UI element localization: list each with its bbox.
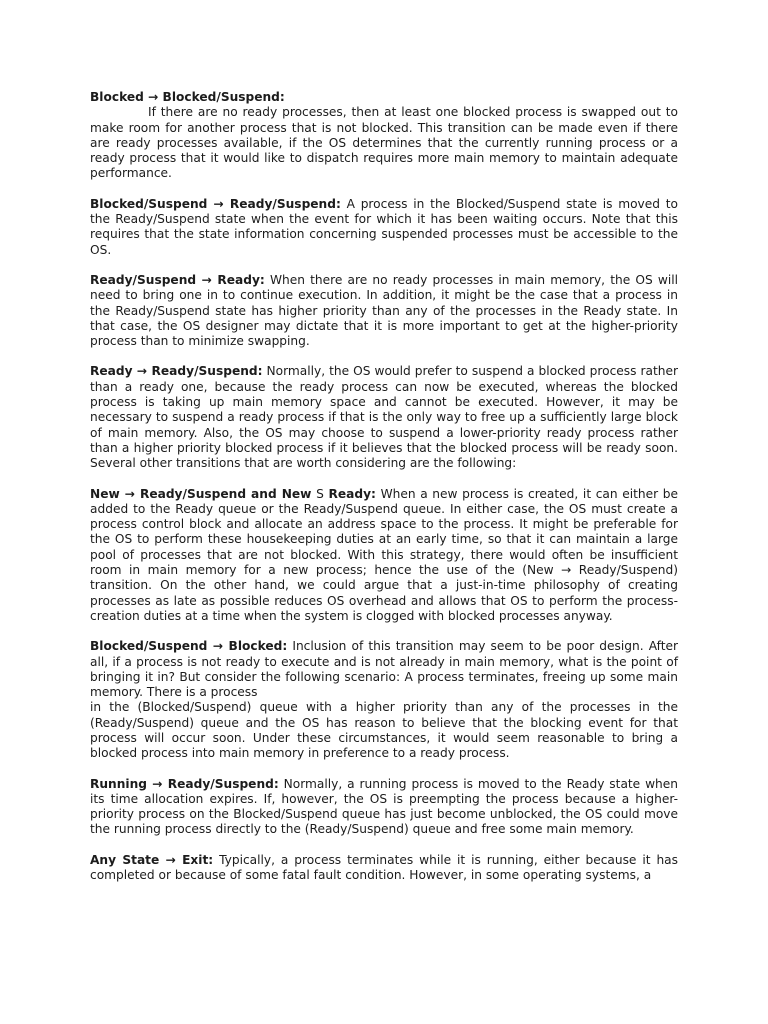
section-blocked-suspend-to-ready-suspend <box>90 197 678 258</box>
section-running-to-ready-suspend <box>90 777 678 838</box>
section-heading: Ready/Suspend → Ready: <box>90 272 265 287</box>
section-heading: New → Ready/Suspend and New <box>90 486 312 501</box>
section-body: Normally, a running process is moved to the Ready state when its time allocation expires. If, however, the OS is preempting the process because a higher-priority process on the Blocked/Suspend queue has just become unblocked, the OS could move the running process directly to the (Ready/Suspend) queue and free some main memory. <box>90 776 679 837</box>
section-body: Normally, the OS would prefer to suspend a blocked process rather than a ready one, because the ready process can now be executed, whereas the blocked process is taking up main memory space and cannot be executed. However, it may be necessary to suspend a ready process if that is the only way to free up a sufficiently large block of main memory. Also, the OS may choose to suspend a lower-priority ready process rather than a higher priority blocked process if it believes that the blocked process will be ready soon. Several other transitions that are worth considering are the following: <box>90 364 678 471</box>
section-body: When there are no ready processes in main memory, the OS will need to bring one in to continue execution. In addition, it might be the case that a process in the Ready/Suspend state has higher priority than any of the processes in the Ready state. In that case, the OS designer may dictate that it is more important to get at the higher-priority process than to minimize swapping. <box>90 272 678 349</box>
section-ready-to-ready-suspend <box>90 364 678 471</box>
section-heading: Ready → Ready/Suspend: <box>90 364 263 379</box>
section-heading: Blocked → Blocked/Suspend: <box>90 90 285 104</box>
section-body: Typically, a process terminates while it is running, either because it has completed or because of some fatal fault condition. However, in some operating systems, a <box>90 852 678 883</box>
section-blocked-to-blocked-suspend <box>90 90 678 182</box>
section-body-continued: in the (Blocked/Suspend) queue with a higher priority than any of the processes in the (Ready/Suspend) queue and the OS has reason to believe that the blocking event for that process will occur soon. Under these circumstances, it would seem reasonable to bring a blocked process into main memory in preference to a ready process. <box>90 700 678 761</box>
section-body: When a new process is created, it can either be added to the Ready queue or the Ready/Suspend queue. In either case, the OS must create a process control block and allocate an address space to the process. It might be preferable for the OS to perform these housekeeping duties at an early time, so that it can maintain a large pool of processes that are not blocked. With this strategy, there would often be insufficient room in main memory for a new process; hence the use of the (New → Ready/Suspend) transition. On the other hand, we could argue that a just-in-time philosophy of creating processes as late as possible reduces OS overhead and allows that OS to perform the process-creation duties at a time when the system is clogged with blocked processes anyway. <box>90 486 679 623</box>
section-any-state-to-exit <box>90 853 678 884</box>
section-body: If there are no ready processes, then at least one blocked process is swapped out to make room for another process that is not blocked. This transition can be made even if there are ready processes available, if the OS determines that the currently running process or a ready process that it would like to dispatch requires more main memory to maintain adequate performance. <box>90 105 678 181</box>
section-body: A process in the Blocked/Suspend state is moved to the Ready/Suspend state when the event for which it has been waiting occurs. Note that this requires that the state information concerning suspended processes must be accessible to the OS. <box>90 196 678 257</box>
section-heading: Blocked/Suspend → Ready/Suspend: <box>90 196 341 211</box>
section-body: Inclusion of this transition may seem to be poor design. After all, if a process is not ready to execute and is not already in main memory, what is the point of bringing it in? But consider the following scenario: A process terminates, freeing up some main memory. There is a process <box>90 639 678 700</box>
section-heading: Blocked/Suspend → Blocked: <box>90 639 288 654</box>
section-new-transitions <box>90 487 678 625</box>
section-heading: Running → Ready/Suspend: <box>90 776 279 791</box>
document-body <box>90 90 678 894</box>
heading-symbol: S <box>316 486 324 501</box>
section-ready-suspend-to-ready <box>90 273 678 349</box>
section-heading-end: Ready: <box>328 486 376 501</box>
section-heading: Any State → Exit: <box>90 852 214 867</box>
section-blocked-suspend-to-blocked <box>90 639 678 761</box>
